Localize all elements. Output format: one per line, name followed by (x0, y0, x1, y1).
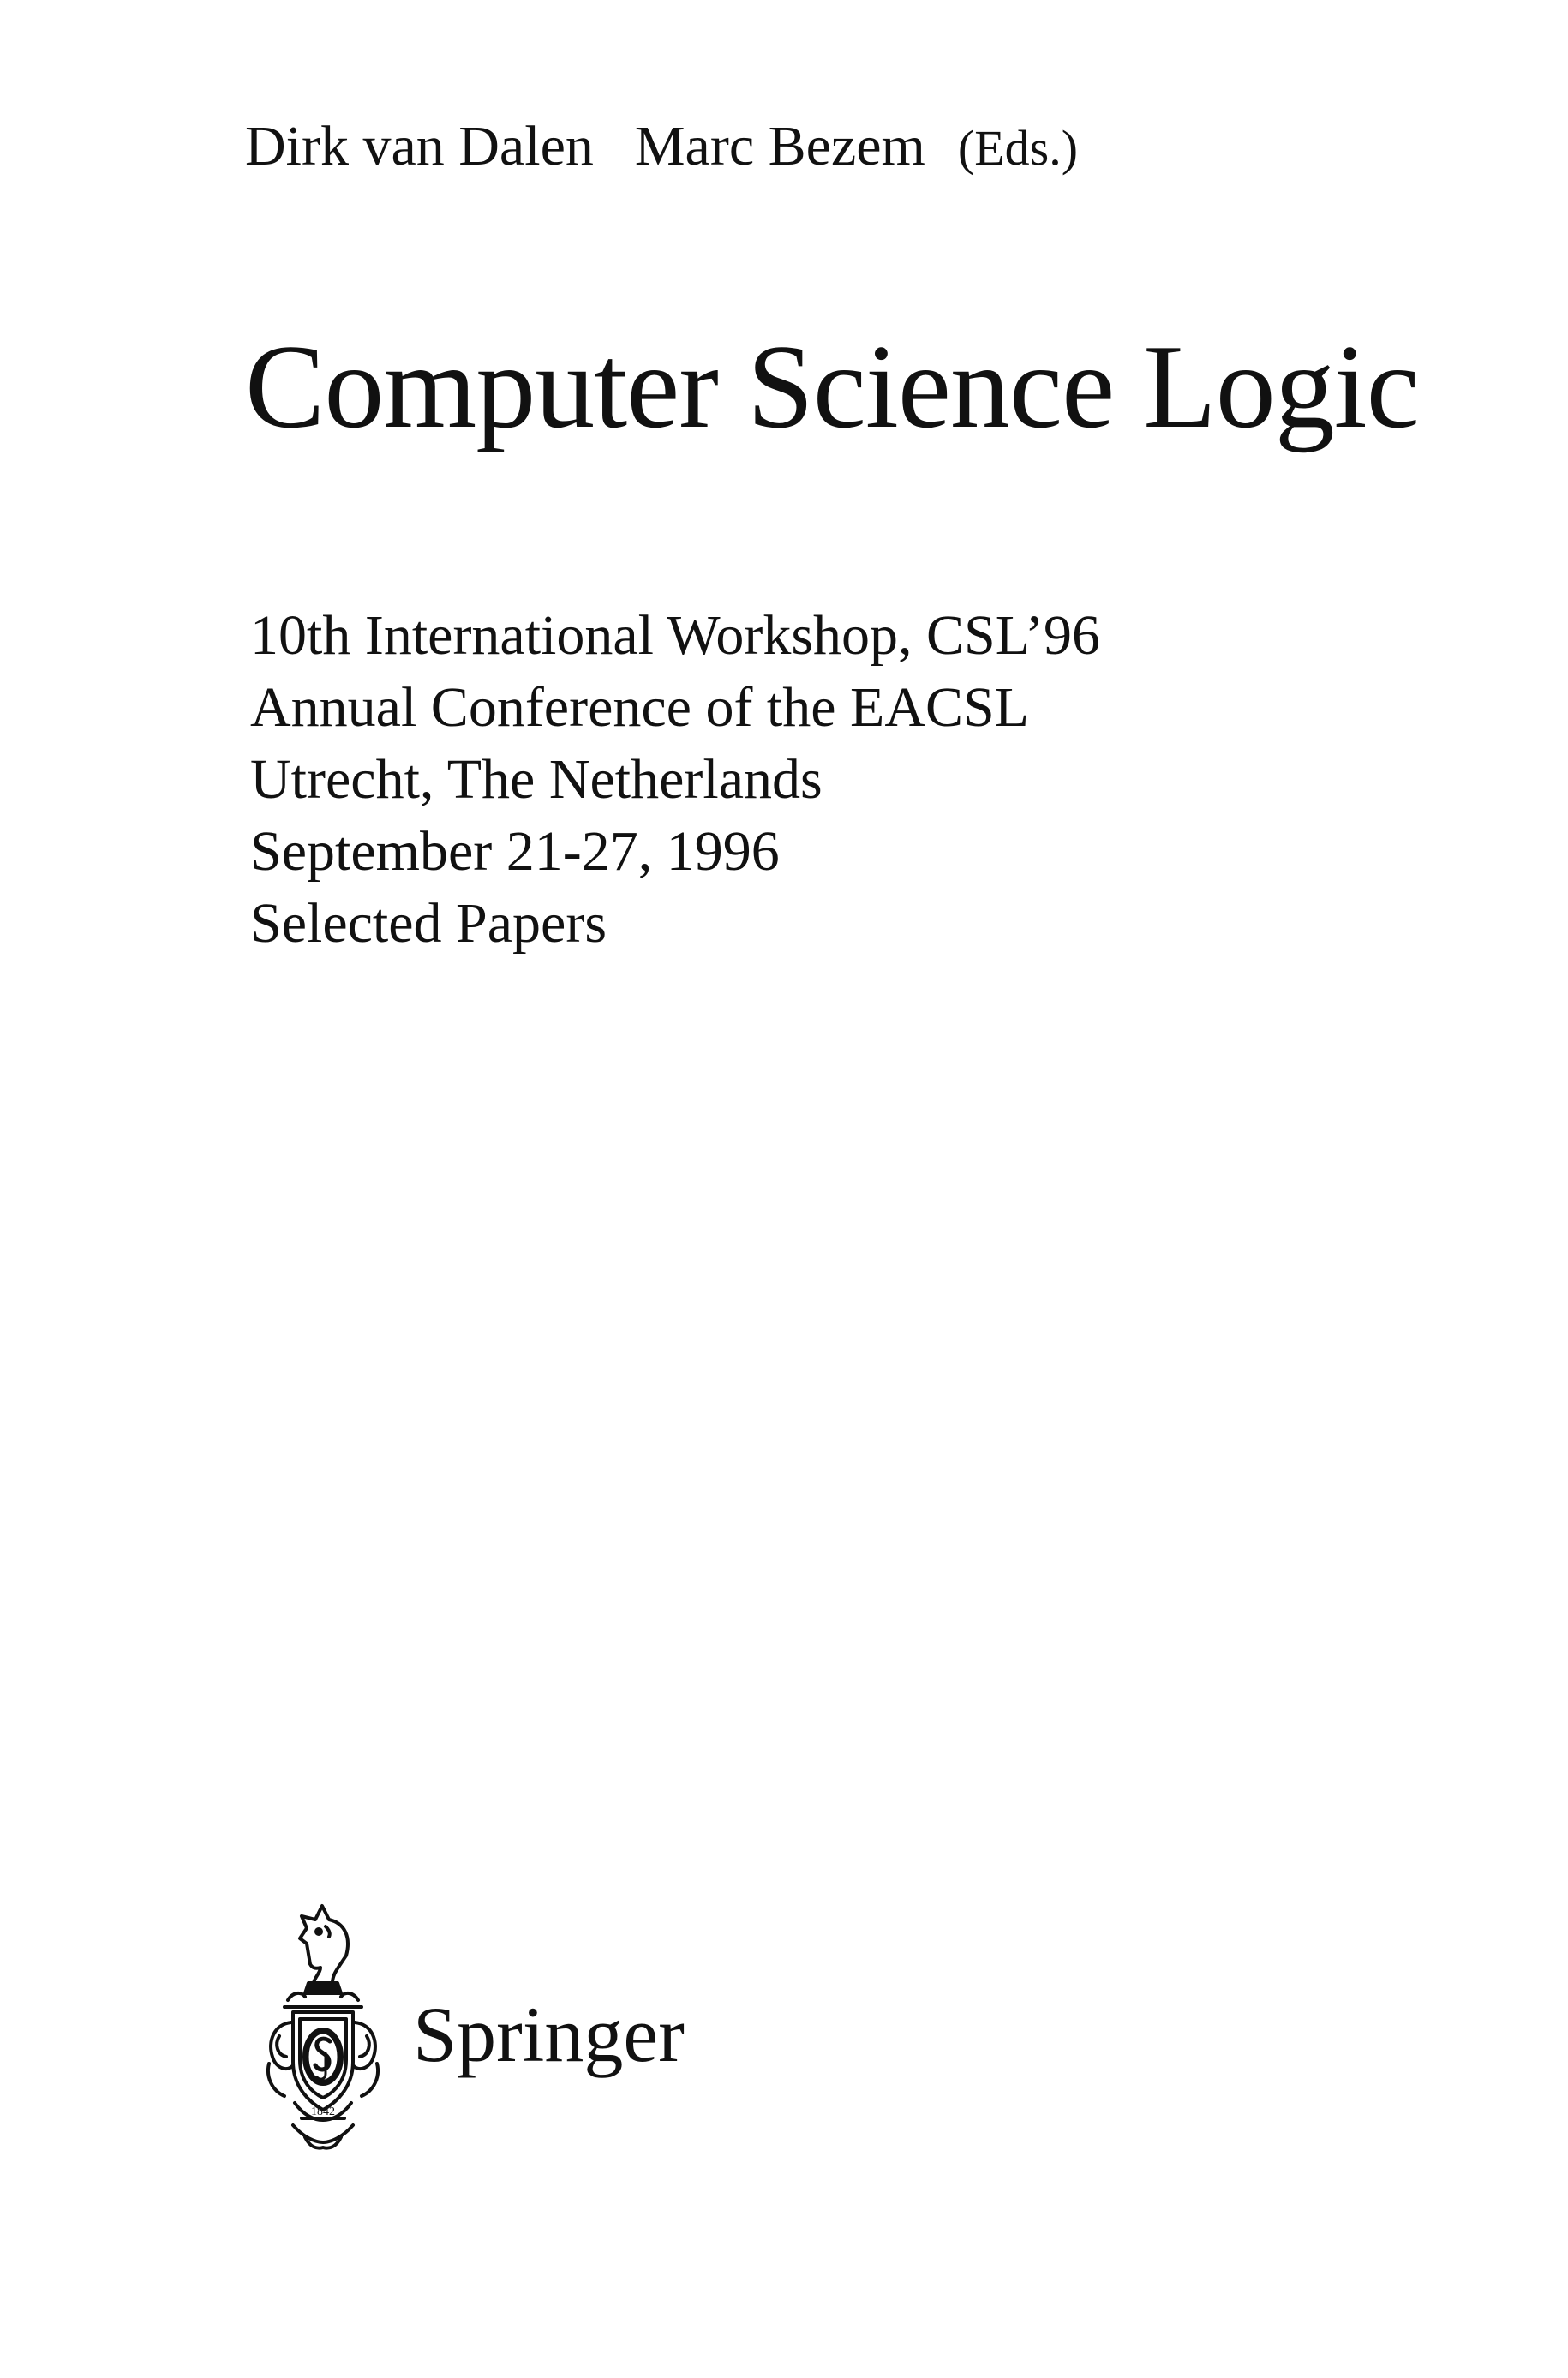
editor-name: Marc Bezem (634, 115, 925, 177)
subtitle-line: September 21-27, 1996 (250, 820, 780, 883)
editor-name: Dirk van Dalen (245, 115, 594, 177)
publisher-block (250, 1894, 696, 2151)
springer-chess-knight-logo-icon (250, 1894, 396, 2151)
editors-line (245, 115, 1079, 177)
subtitle-line: Selected Papers (250, 892, 607, 955)
subtitle-line: Annual Conference of the EACSL (250, 676, 1030, 739)
publisher-name: Springer (413, 1991, 685, 2078)
book-title: Computer Science Logic (245, 320, 1419, 453)
subtitle-line: 10th International Workshop, CSL’96 (250, 604, 1100, 667)
editors-label: (Eds.) (957, 120, 1079, 176)
subtitle-block (250, 600, 1100, 960)
subtitle-line: Utrecht, The Netherlands (250, 748, 823, 811)
svg-text:1842: 1842 (311, 2105, 335, 2118)
